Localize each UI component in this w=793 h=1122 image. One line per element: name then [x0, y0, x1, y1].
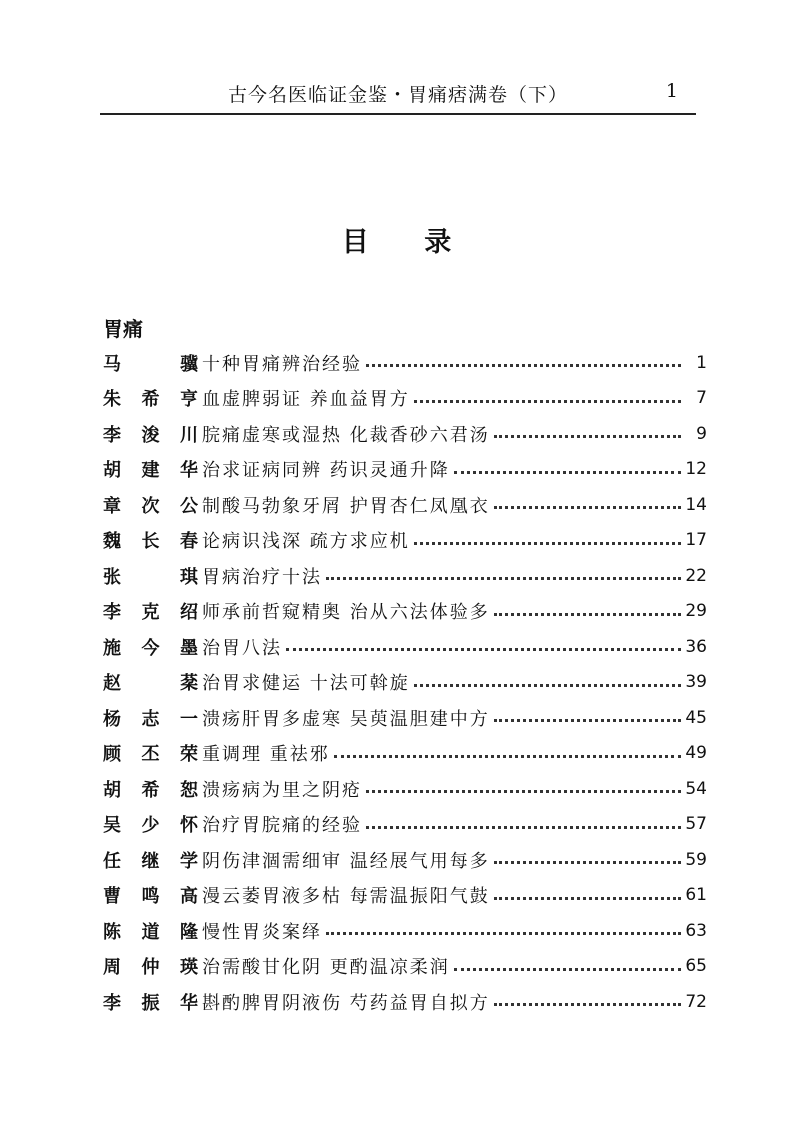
- book-title: 古今名医临证金鉴・胃痛痞满卷（下）: [228, 84, 569, 106]
- dot-leader: [366, 364, 681, 367]
- toc-author: 李浚川: [103, 424, 198, 446]
- dot-leader: [366, 790, 681, 793]
- toc-topic-wrap: [202, 811, 685, 837]
- toc-topic: 溃疡肝胃多虚寒 吴萸温胆建中方: [202, 708, 490, 730]
- dot-leader: [366, 826, 681, 829]
- toc-page-number: 12: [685, 459, 707, 480]
- dot-leader: [326, 932, 681, 935]
- toc-topic: 重调理 重祛邪: [202, 744, 330, 766]
- dot-leader: [494, 719, 681, 722]
- toc-author: 曹鸣高: [103, 886, 198, 908]
- toc-topic-wrap: [202, 563, 685, 589]
- dot-leader: [414, 400, 681, 403]
- toc-topic: 治胃八法: [202, 637, 282, 659]
- toc-topic: 论病识浅深 疏方求应机: [202, 531, 410, 553]
- toc-topic: 慢性胃炎案绎: [202, 921, 322, 943]
- toc-entry[interactable]: [103, 345, 707, 381]
- dot-leader: [414, 542, 681, 545]
- toc-page-number: 72: [685, 991, 707, 1012]
- toc-entry[interactable]: [103, 842, 707, 878]
- toc-topic: 脘痛虚寒或湿热 化裁香砂六君汤: [202, 424, 490, 446]
- toc-topic-wrap: [202, 669, 685, 695]
- toc-entry[interactable]: [103, 807, 707, 843]
- toc-topic-wrap: [202, 847, 685, 873]
- toc-page-number: 49: [685, 743, 707, 764]
- toc-page-number: 22: [685, 565, 707, 586]
- toc-entry[interactable]: [103, 523, 707, 559]
- dot-leader: [494, 435, 681, 438]
- toc-topic: 漫云萎胃液多枯 每需温振阳气鼓: [202, 886, 490, 908]
- toc-entry[interactable]: [103, 558, 707, 594]
- toc-author: 李克绍: [103, 602, 198, 624]
- toc-author: 施今墨: [103, 637, 198, 659]
- toc-topic-wrap: [202, 456, 685, 482]
- toc-entry[interactable]: [103, 771, 707, 807]
- toc-author: 马骥: [103, 353, 198, 375]
- toc-author: 胡希恕: [103, 779, 198, 801]
- toc-entry[interactable]: [103, 629, 707, 665]
- toc-topic: 溃疡病为里之阴疮: [202, 779, 362, 801]
- toc-page-number: 61: [685, 885, 707, 906]
- toc-topic-wrap: [202, 350, 685, 376]
- toc-entry[interactable]: [103, 913, 707, 949]
- toc-topic-wrap: [202, 634, 685, 660]
- dot-leader: [494, 1003, 681, 1006]
- toc-topic: 制酸马勃象牙屑 护胃杏仁凤凰衣: [202, 495, 490, 517]
- toc-topic-wrap: [202, 989, 685, 1015]
- toc-page-number: 29: [685, 601, 707, 622]
- toc-entry[interactable]: [103, 452, 707, 488]
- toc-entry[interactable]: [103, 416, 707, 452]
- header-rule: [100, 113, 696, 115]
- toc-topic: 斟酌脾胃阴液伤 芍药益胃自拟方: [202, 992, 490, 1014]
- toc-page-number: 7: [696, 388, 707, 409]
- dot-leader: [326, 577, 681, 580]
- toc-topic: 治求证病同辨 药识灵通升降: [202, 460, 450, 482]
- toc-entry[interactable]: [103, 984, 707, 1020]
- toc-topic: 师承前哲窥精奥 治从六法体验多: [202, 602, 490, 624]
- toc-author: 朱希亨: [103, 389, 198, 411]
- toc-author: 章次公: [103, 495, 198, 517]
- toc-page-number: 59: [685, 849, 707, 870]
- dot-leader: [494, 613, 681, 616]
- toc-page-number: 1: [696, 352, 707, 373]
- toc-author: 魏长春: [103, 531, 198, 553]
- toc-author: 吴少怀: [103, 815, 198, 837]
- section-heading: 胃痛: [103, 317, 143, 341]
- page-number: 1: [665, 80, 678, 102]
- toc-author: 周仲瑛: [103, 957, 198, 979]
- toc-list: [103, 345, 707, 1020]
- toc-page-number: 57: [685, 814, 707, 835]
- toc-page-number: 54: [685, 778, 707, 799]
- toc-topic-wrap: [202, 740, 685, 766]
- toc-entry[interactable]: [103, 487, 707, 523]
- dot-leader: [454, 968, 681, 971]
- toc-topic: 十种胃痛辨治经验: [202, 353, 362, 375]
- toc-topic-wrap: [202, 421, 685, 447]
- toc-page-number: 17: [685, 530, 707, 551]
- toc-title: 目 录: [341, 227, 452, 258]
- toc-topic: 治需酸甘化阴 更酌温凉柔润: [202, 957, 450, 979]
- toc-topic: 血虚脾弱证 养血益胃方: [202, 389, 410, 411]
- toc-topic-wrap: [202, 705, 685, 731]
- toc-page-number: 39: [685, 672, 707, 693]
- toc-author: 赵棻: [103, 673, 198, 695]
- dot-leader: [414, 684, 681, 687]
- toc-topic-wrap: [202, 598, 685, 624]
- toc-topic: 治疗胃脘痛的经验: [202, 815, 362, 837]
- dot-leader: [334, 755, 681, 758]
- toc-entry[interactable]: [103, 736, 707, 772]
- toc-page-number: 9: [696, 423, 707, 444]
- toc-entry[interactable]: [103, 665, 707, 701]
- toc-author: 李振华: [103, 992, 198, 1014]
- toc-page-number: 63: [685, 920, 707, 941]
- toc-topic-wrap: [202, 918, 685, 944]
- toc-author: 陈道隆: [103, 921, 198, 943]
- toc-author: 顾丕荣: [103, 744, 198, 766]
- dot-leader: [494, 861, 681, 864]
- toc-page-number: 65: [685, 956, 707, 977]
- toc-entry[interactable]: [103, 381, 707, 417]
- toc-topic-wrap: [202, 953, 685, 979]
- toc-entry[interactable]: [103, 700, 707, 736]
- toc-topic: 阴伤津涸需细审 温经展气用每多: [202, 850, 490, 872]
- toc-entry[interactable]: [103, 949, 707, 985]
- dot-leader: [494, 897, 681, 900]
- toc-author: 张琪: [103, 566, 198, 588]
- toc-entry[interactable]: [103, 878, 707, 914]
- toc-topic-wrap: [202, 385, 685, 411]
- toc-author: 任继学: [103, 850, 198, 872]
- toc-author: 胡建华: [103, 460, 198, 482]
- dot-leader: [286, 648, 681, 651]
- toc-topic: 治胃求健运 十法可斡旋: [202, 673, 410, 695]
- toc-topic-wrap: [202, 882, 685, 908]
- toc-page-number: 14: [685, 494, 707, 515]
- toc-topic: 胃病治疗十法: [202, 566, 322, 588]
- toc-page-number: 45: [685, 707, 707, 728]
- toc-topic-wrap: [202, 492, 685, 518]
- dot-leader: [494, 506, 681, 509]
- running-header: [100, 78, 696, 108]
- toc-topic-wrap: [202, 776, 685, 802]
- dot-leader: [454, 471, 681, 474]
- toc-author: 杨志一: [103, 708, 198, 730]
- toc-topic-wrap: [202, 527, 685, 553]
- toc-page-number: 36: [685, 636, 707, 657]
- toc-entry[interactable]: [103, 594, 707, 630]
